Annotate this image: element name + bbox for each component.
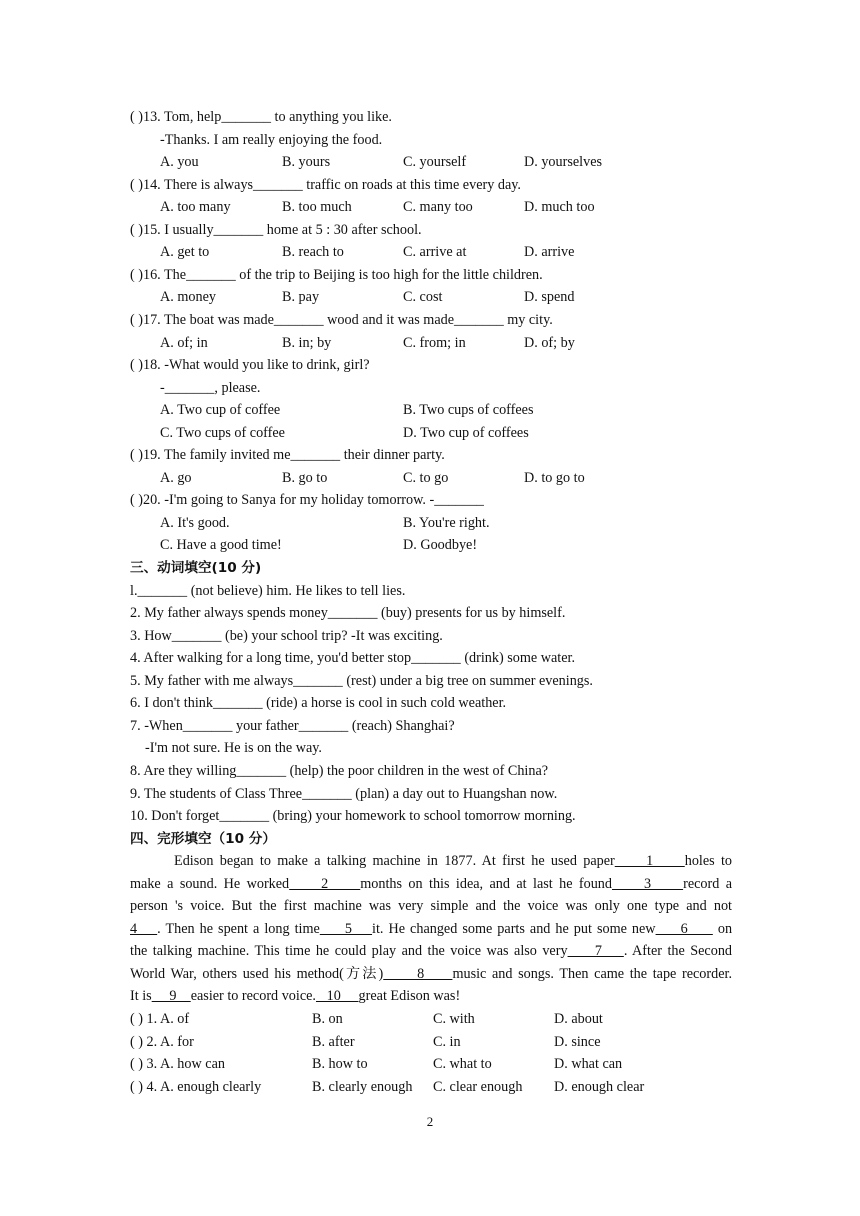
answer-option: D. enough clear xyxy=(554,1078,645,1095)
passage-line xyxy=(130,965,732,983)
answer-option: C. many too xyxy=(403,199,473,216)
answer-option: B. on xyxy=(312,1011,343,1027)
fill-in-item: 2. My father always spends money_______ (buy) presents for us by himself. xyxy=(130,605,566,622)
passage-text: on xyxy=(712,920,733,937)
section-heading: 三、动词填空(10 分) xyxy=(130,560,262,576)
answer-option: B. You're right. xyxy=(403,514,490,531)
passage-text: It is xyxy=(130,988,152,1005)
answer-option: A. go xyxy=(160,469,192,486)
answer-option: D. since xyxy=(554,1033,601,1050)
fill-in-item: -I'm not sure. He is on the way. xyxy=(145,740,322,757)
passage-text: it. He changed some parts and he put some new xyxy=(372,920,656,937)
answer-option: C. to go xyxy=(403,469,449,486)
cloze-blank: 8 xyxy=(383,965,453,982)
fill-in-item: l._______ (not believe) him. He likes to tell lies. xyxy=(130,582,406,599)
answer-option: C. Two cups of coffee xyxy=(160,424,285,441)
question-continuation: -_______, please. xyxy=(160,379,261,396)
cloze-question: ( ) 4. A. enough clearly xyxy=(130,1078,262,1095)
question-stem: ( )20. -I'm going to Sanya for my holiday tomorrow. -_______ xyxy=(130,492,484,509)
answer-option: A. too many xyxy=(160,199,231,216)
answer-option: C. in xyxy=(433,1033,461,1050)
answer-option: A. get to xyxy=(160,244,210,261)
passage-line xyxy=(130,920,732,938)
passage-line xyxy=(130,897,732,915)
cloze-blank: 1 xyxy=(614,853,685,870)
answer-option: A. you xyxy=(160,154,199,171)
passage-text: . Then he spent a long time xyxy=(157,920,320,937)
cloze-question: ( ) 3. A. how can xyxy=(130,1056,225,1073)
answer-option: D. what can xyxy=(554,1056,623,1073)
passage-text: record a xyxy=(683,875,733,892)
fill-in-item: 8. Are they willing_______ (help) the poor children in the west of China? xyxy=(130,762,549,779)
fill-in-item: 9. The students of Class Three_______ (plan) a day out to Huangshan now. xyxy=(130,785,558,802)
passage-text: holes to xyxy=(684,853,733,870)
fill-in-item: 5. My father with me always_______ (rest) under a big tree on summer evenings. xyxy=(130,672,593,689)
cloze-blank: 3 xyxy=(612,875,684,892)
question-stem: ( )15. I usually_______ home at 5 : 30 after school. xyxy=(130,221,422,238)
cloze-blank: 6 xyxy=(655,920,713,937)
passage-text: the talking machine. This time he could play and the voice was also very xyxy=(130,943,568,960)
fill-in-item: 3. How_______ (be) your school trip? -It was exciting. xyxy=(130,627,443,644)
fill-in-item: 6. I don't think_______ (ride) a horse is cool in such cold weather. xyxy=(130,695,507,712)
answer-option: B. pay xyxy=(282,289,320,306)
passage-text: easier to record voice. xyxy=(190,988,316,1005)
answer-option: C. from; in xyxy=(403,334,466,351)
answer-option: C. yourself xyxy=(403,154,467,171)
cloze-blank: 5 xyxy=(319,920,373,937)
passage-line xyxy=(130,852,732,870)
question-stem: ( )16. The_______ of the trip to Beijing is too high for the little children. xyxy=(130,266,543,283)
answer-option: C. cost xyxy=(403,289,443,306)
answer-option: D. to go to xyxy=(524,469,585,486)
passage-text: music and songs. Then came the tape recorder. xyxy=(452,965,732,982)
question-stem: ( )14. There is always_______ traffic on roads at this time every day. xyxy=(130,176,521,193)
answer-option: D. spend xyxy=(524,289,575,306)
answer-option: D. Goodbye! xyxy=(403,537,478,554)
passage-line xyxy=(130,875,732,893)
question-stem: ( )19. The family invited me_______ their dinner party. xyxy=(130,447,445,464)
question-stem: ( )13. Tom, help_______ to anything you like. xyxy=(130,109,392,125)
fill-in-item: 4. After walking for a long time, you'd better stop_______ (drink) some water. xyxy=(130,650,576,667)
cloze-blank: 4 xyxy=(130,920,158,937)
answer-option: D. arrive xyxy=(524,244,575,261)
cloze-blank: 2 xyxy=(289,875,361,892)
question-stem: ( )18. -What would you like to drink, girl? xyxy=(130,357,370,374)
answer-option: D. yourselves xyxy=(524,154,603,171)
answer-option: C. Have a good time! xyxy=(160,537,282,554)
answer-option: B. in; by xyxy=(282,334,332,351)
answer-option: B. go to xyxy=(282,469,328,486)
answer-option: A. It's good. xyxy=(160,514,230,531)
answer-option: A. money xyxy=(160,289,216,306)
passage-text: months on this idea, and at last he found xyxy=(360,875,612,892)
answer-option: C. clear enough xyxy=(433,1078,523,1095)
passage-line xyxy=(130,942,732,960)
cloze-question: ( ) 2. A. for xyxy=(130,1033,194,1050)
answer-option: B. clearly enough xyxy=(312,1078,413,1095)
answer-option: D. much too xyxy=(524,199,595,216)
answer-option: C. with xyxy=(433,1011,475,1027)
passage-text: make a sound. He worked xyxy=(130,875,290,892)
answer-option: D. about xyxy=(554,1011,603,1027)
cloze-question: ( ) 1. A. of xyxy=(130,1011,190,1027)
passage-text: Edison began to make a talking machine in 1877. At first he used paper xyxy=(130,853,615,870)
answer-option: B. reach to xyxy=(282,244,344,261)
fill-in-item: 10. Don't forget_______ (bring) your homework to school tomorrow morning. xyxy=(130,808,576,825)
cloze-blank: 9 xyxy=(151,988,191,1005)
answer-option: D. Two cup of coffees xyxy=(403,424,529,441)
answer-option: B. Two cups of coffees xyxy=(403,402,534,419)
answer-option: B. how to xyxy=(312,1056,368,1073)
answer-option: A. Two cup of coffee xyxy=(160,402,281,419)
passage-text: person 's voice. But the first machine was very simple and the voice was only one type and not xyxy=(130,898,732,915)
passage-line xyxy=(130,987,732,1005)
section-heading: 四、完形填空（10 分） xyxy=(130,830,276,847)
answer-option: B. after xyxy=(312,1033,355,1050)
answer-option: A. of; in xyxy=(160,334,208,351)
answer-option: B. too much xyxy=(282,199,352,216)
answer-option: D. of; by xyxy=(524,334,575,351)
answer-option: B. yours xyxy=(282,154,331,171)
passage-text: great Edison was! xyxy=(358,988,461,1005)
answer-option: C. what to xyxy=(433,1056,492,1073)
question-stem: ( )17. The boat was made_______ wood and it was made_______ my city. xyxy=(130,311,553,328)
passage-text: World War, others used his method(方法) xyxy=(130,965,384,982)
page-number: 2 xyxy=(426,1114,434,1129)
answer-option: C. arrive at xyxy=(403,244,467,261)
question-continuation: -Thanks. I am really enjoying the food. xyxy=(160,131,383,148)
cloze-blank: 10 xyxy=(315,988,359,1005)
cloze-blank: 7 xyxy=(567,943,624,960)
fill-in-item: 7. -When_______ your father_______ (reach) Shanghai? xyxy=(130,717,455,734)
passage-text: . After the Second xyxy=(623,943,733,960)
